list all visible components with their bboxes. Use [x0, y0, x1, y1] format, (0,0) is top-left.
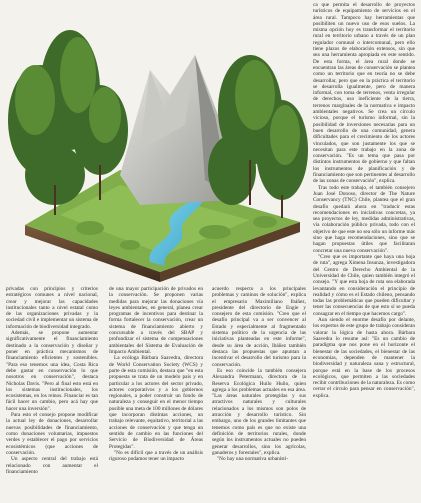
article-column-3 — [212, 286, 306, 463]
paragraph: "Creo que es importante que haya una hoja de ruta", agrega Ximena Insunza, investigadora del Centro de Derecho Ambiental de la Universidad de Chile, quien también integró el consejo. "Y que esta hoja de ruta sea elaborada levantando en consideración el principio de realidad y cómo es el Estado chileno, pensando todas las problemáticas que pueden dificultar y tener las consecuencias de que esto sí se pueda consagrar en el tiempo que hacemos cargo". — [313, 254, 415, 317]
article-column-right — [313, 2, 415, 399]
article-column-2 — [109, 286, 203, 463]
paragraph: Para esto el consejo propone modificar la actual ley de donaciones, desarrollar nuevas posibilidades de financiamiento, como donaciones voluntarias, impuestos verdes y establecer el pago por servicios ecosistémicos (que acciones de conservación. — [6, 412, 98, 456]
paragraph: Tras todo este trabajo, el también consejero Juan José Donoso, director de The Nature Conservancy (TNC) Chile, plantea que el gran desafío quedará ahora en "traducir estas recomendaciones en iniciativas concretas, ya sea proyectos de ley, medidas administrativas, vía colaboración público privada, todo con el objetivo de que este no sea sólo un informe más sino que haga recomendaciones, sino que se hagan propuestas útiles que facilitaran concretar una nueva conservación". — [313, 184, 415, 254]
diorama-illustration — [0, 0, 312, 282]
paragraph: Un aspecto central del trabajo está relacionado con aumentar el financiamiento — [6, 456, 98, 475]
paragraph: "No hay una normativa urbanísti- — [217, 456, 289, 463]
paragraph: Aun siendo el enorme desafío por delante, los expertos de este grupo de trabajo consideran valorar la lógica de hasta ahora. Bárbara Saavedra lo resume así: "Es un cambio de paradigma que nos pone en el horizonte el bienestar de las sociedades, el bienestar de las economías, dependen de mantener la biodiversidad y naturaleza sana y estructural, porque está en la base de los procesos ecológicos, que permiten a las sociedades recibir contribuciones de la naturaleza. Es como cerrar el círculo para pensar en conservación", explica. — [313, 317, 415, 399]
paragraph: ca que permita el desarrollo de proyectos turísticos de equipamiento de servicios en el área rural. Tampoco hay herramientas que posibiliten un nuevo uso de esos suelos. La misma opción hoy es transformar el territorio rural en territorio urbano a través de un plan regulador comunal o intercomunal, pero ello tiene plazos de elaboración extensos, sin que sea una herramienta apropiada en este sentido. De esta forma, el área rural donde se encuentran las áreas de conservación se plantea como un territorio que en teoría no se debe desarrollar, pero que en la práctica el territorio se desarrolla igualmente, pero de manera informal, con toma de terrenos, venta irregular de derechos, uso ineficiente de la tierra, terrenos marginales de la normativa e impacto ambientales negativos. Se crea un círculo vicioso, porque el turismo informal, sin la posibilidad de inversiones necesarias para un buen desarrollo de una comunidad, genera dificultades para el crecimiento de los actores vinculados, que son justamente los que se necesitan para este trabajo en la zona de conservación. "Es un tema que pasa por distintos instrumentos de gobierno y que faltan los instrumentos de planificación y de financiamiento que son pertinentes al desarrollo de las zonas de conservación", explica. — [313, 2, 415, 185]
paragraph: Es eso coincide la también consejera Alexandra Petermann, directora de la Reserva Ecológica Huilo Huilo, quien agrega a los problemas actuales en esa área. "Las áreas naturales protegidas y sus atractivos naturales y culturales relacionados a los mismos son polos de atracción y desarrollo turístico. Sin embargo, uno de los grandes limitantes que tenemos como país es que no existe una definición de territorios rurales, donde según los instrumentos actuales no pueden generar desarrollos, sino los agrícolas, ganaderos y forestales", explica. — [212, 367, 306, 456]
article-column-1 — [6, 286, 98, 475]
paragraph: acuerdo respecto a los principales problemas y caminos de solución", explica el empresario Maximiliano Ibáñez, presidente del directorio de Engie y consejero de esta comisión. "Creo que el desafío principal va a ser convencer al Estado y especialmente al fragmentado sistema político de la urgencia de las iniciativas planteadas en este informe", desde su área de acción, Ibáñez también destaca las propuestas que apuntan a incentivar el desarrollo del turismo para la conservación. — [212, 286, 306, 368]
paragraph: "No es difícil que a través de un análisis riguroso podamos tener un impacto — [109, 449, 203, 463]
paragraph: Además, se propone aumentar significativamente el financiamiento destinado a la conservación y diseñar y poner en práctica mecanismos de financiamiento eficientes y sostenibles. "Para eso tenemos una idea, Costa Rica debe gastar en conservación lo que nosotros en conservación", destaca Nicholas Davis. "Pero al final esto está en los sistemas institucionales, los ecosistemas, en los reinos. Financiar es tan fácil hacer un cambio, pero acá hay que hacer una inversión". — [6, 330, 98, 412]
paragraph: privadas con principios y criterios estratégicos comunes a nivel nacional, crear y mejorar las capacidades institucionales tanto a nivel estatal como de las organizaciones privadas y la sociedad civil e implementar un sistema de información de biodiversidad integrado. — [6, 286, 98, 330]
paragraph: de una mayor participación de privados en la conservación. Se proponen varias medidas para mejorar las donaciones vía leyes ambientales, en general, planea crear programas de incentivos para destinar la forma fortalecer la conservación, crear un sistema de financiamiento abierto y concursable a través del SBAP y profundizar el sistema de compensaciones ambientales del Sistema de Evaluación de Impacto Ambiental. — [109, 286, 203, 355]
paragraph: La ecóloga Bárbara Saavedra, directora de World Conservation Society (WCS) y parte de esta comisión, destaca que "en esta propuesta se trata de un modelo país y en particular a los actores del sector privado, actores corporativos y a los gobiernos regionales, a poder construir un fondo de naturaleza y conseguir en el menor tiempo posible una meta de 100 millones de dólares que incorporan distintas acciones, un trabajo relevante, equitativo, territorial a las acciones de conservación y que tenga un sentido de cambio en las funciones del Servicio de Biodiversidad de Áreas Protegidas". — [109, 355, 203, 450]
